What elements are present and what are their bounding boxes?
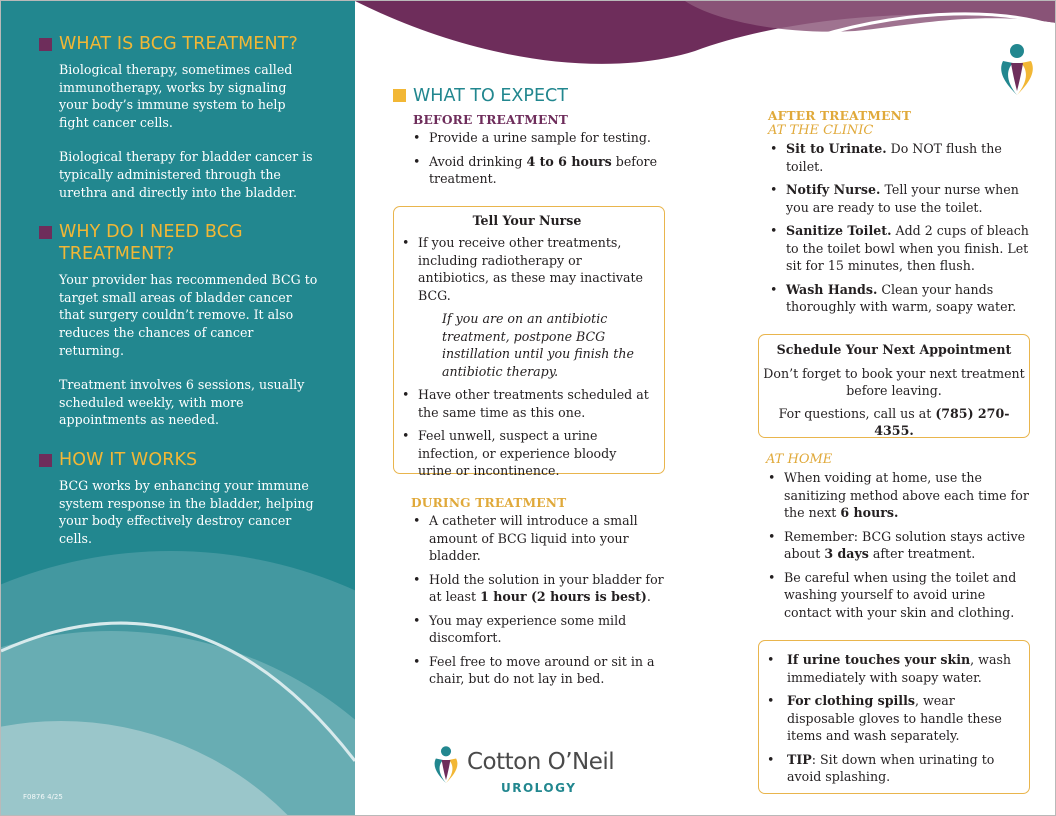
at-home-heading: AT HOME: [766, 452, 833, 467]
purple-square-bullet: [39, 226, 52, 239]
list-item: • Feel unwell, suspect a urine infection, or experience bloody urine or incontinence.: [400, 427, 654, 480]
list-item: • If you receive other treatments, including radiotherapy or antibiotics, as these may inactivate BCG.: [400, 234, 654, 304]
list-item: • Hold the solution in your bladder for at least 1 hour (2 hours is best).: [411, 571, 671, 606]
phone-number[interactable]: (785) 270-4355.: [874, 406, 1010, 438]
brand-logo: [433, 745, 633, 797]
list-item: • Be careful when using the toilet and washing yourself to avoid urine contact with your skin and clothing.: [766, 569, 1030, 622]
what-is-bcg-paragraph-2: Biological therapy for bladder cancer is typically administered through the urethra and directly into the bladder.: [59, 149, 313, 200]
list-item: • Notify Nurse. Tell your nurse when you are ready to use the toilet.: [768, 181, 1030, 216]
purple-square-bullet: [39, 454, 52, 467]
list-item: • TIP: Sit down when urinating to avoid splashing.: [765, 751, 1023, 786]
schedule-reminder: Don’t forget to book your next treatment before leaving.: [763, 366, 1025, 398]
why-need-bcg-paragraph-2: Treatment involves 6 sessions, usually scheduled weekly, with more appointments as needed.: [59, 377, 305, 428]
tips-list: [765, 651, 1023, 786]
left-panel: [1, 1, 355, 816]
list-item: • Sit to Urinate. Do NOT flush the toilet.: [768, 140, 1030, 175]
list-item: • Provide a urine sample for testing.: [411, 129, 669, 147]
list-item: • Avoid drinking 4 to 6 hours before treatment.: [411, 153, 669, 188]
during-treatment-list: [411, 512, 671, 688]
phone-line: For questions, call us at (785) 270-4355.: [778, 406, 1010, 438]
brand-logo-icon: [433, 745, 459, 785]
at-the-clinic-list: [768, 140, 1030, 316]
what-to-expect-heading: WHAT TO EXPECT: [393, 85, 669, 107]
list-item: • A catheter will introduce a small amount of BCG liquid into your bladder.: [411, 512, 671, 565]
at-home-section: [766, 452, 1030, 621]
what-is-bcg-paragraph-1: Biological therapy, sometimes called immunotherapy, works by signaling your body’s immune system to help fight cancer cells.: [59, 62, 293, 130]
tips-box: [758, 640, 1030, 794]
at-the-clinic-heading: AT THE CLINIC: [768, 123, 874, 138]
how-it-works-heading: HOW IT WORKS: [39, 449, 319, 471]
during-treatment-section: [411, 496, 671, 688]
tell-your-nurse-title: Tell Your Nurse: [472, 213, 582, 228]
list-item: • Sanitize Toilet. Add 2 cups of bleach to the toilet bowl when you finish. Let sit for 15 minutes, then flush.: [768, 222, 1030, 275]
schedule-appointment-title: Schedule Your Next Appointment: [776, 342, 1012, 357]
list-item: • When voiding at home, use the sanitizing method above each time for the next 6 hours.: [766, 469, 1030, 522]
before-treatment-list: [411, 129, 669, 188]
after-treatment-heading: AFTER TREATMENT: [768, 109, 912, 123]
purple-square-bullet: [39, 38, 52, 51]
top-wave-decoration: [355, 1, 1056, 91]
why-need-bcg-heading: WHY DO I NEED BCG TREATMENT?: [39, 221, 319, 265]
how-it-works-paragraph: BCG works by enhancing your immune system response in the bladder, helping your body effectively destroy cancer cells.: [59, 477, 314, 546]
schedule-appointment-box: [758, 334, 1030, 438]
what-is-bcg-heading: WHAT IS BCG TREATMENT?: [39, 33, 319, 55]
why-need-bcg-paragraph-1: Your provider has recommended BCG to target small areas of bladder cancer that surgery couldn’t remove. It also reduces the chances of cancer returning.: [59, 272, 318, 358]
before-treatment-heading: BEFORE TREATMENT: [413, 113, 569, 127]
brand-subtitle: UROLOGY: [501, 781, 577, 795]
list-item: • Feel free to move around or sit in a chair, but do not lay in bed.: [411, 653, 671, 688]
during-treatment-heading: DURING TREATMENT: [411, 496, 567, 510]
what-to-expect-section: [393, 85, 669, 188]
cotton-oneil-logo-icon: [999, 43, 1035, 97]
list-item: • For clothing spills, wear disposable gloves to handle these items and wash separately.: [765, 692, 1023, 745]
form-code: F0876 4/25: [23, 793, 63, 801]
list-item: • Remember: BCG solution stays active about 3 days after treatment.: [766, 528, 1030, 563]
at-home-list: [766, 469, 1030, 621]
list-item: • If urine touches your skin, wash immediately with soapy water.: [765, 651, 1023, 686]
tell-your-nurse-box: [393, 206, 665, 479]
gold-square-bullet: [393, 89, 406, 102]
tell-your-nurse-list: [400, 234, 654, 304]
after-treatment-section: [768, 109, 1030, 316]
list-item: • You may experience some mild discomfort.: [411, 612, 671, 647]
brand-name: Cotton O’Neil: [467, 749, 615, 775]
list-item: • Wash Hands. Clean your hands thoroughly with warm, soapy water.: [768, 281, 1030, 316]
antibiotic-note: If you are on an antibiotic treatment, postpone BCG instillation until you finish the antibiotic therapy.: [442, 311, 634, 379]
list-item: • Have other treatments scheduled at the same time as this one.: [400, 386, 654, 421]
tell-your-nurse-list-continued: [400, 386, 654, 480]
